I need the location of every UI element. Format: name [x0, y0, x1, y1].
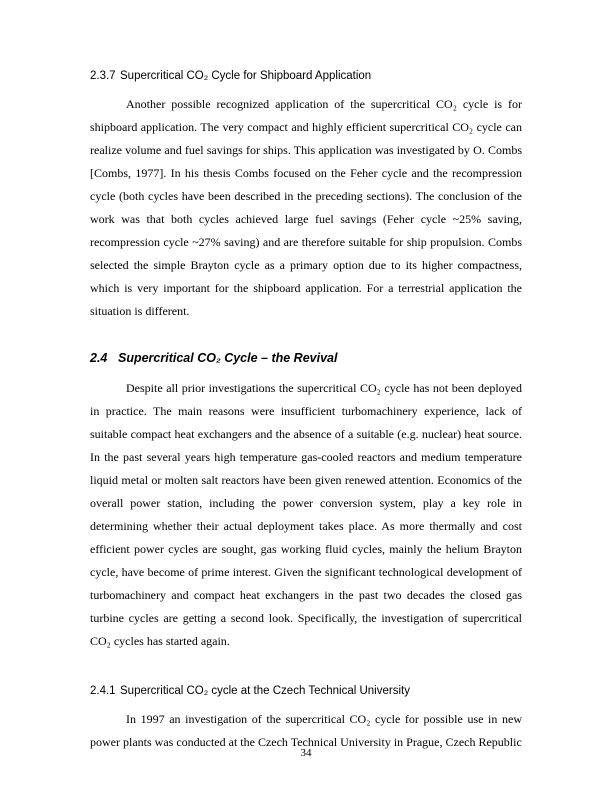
section-number: 2.4.1 [90, 685, 116, 697]
page-number: 34 [300, 747, 312, 759]
section-number: 2.4 [90, 351, 108, 365]
section-czech-technical-university [90, 683, 522, 754]
section-revival [90, 350, 522, 653]
paragraph-revival: Despite all prior investigations the supercritical CO₂ cycle has not been deployed in practice. The main reasons were insufficient turbomachinery experience, lack of suitable compact heat exchangers and the absence of a suitable (e.g. nuclear) heat source. In the past several years high temperature gas-cooled reactors and medium temperature liquid metal or molten salt reactors have been given renewed attention. Economics of the overall power station, including the power conversion system, play a key role in determining whether their actual deployment takes place. As more thermally and cost efficient power cycles are sought, gas working fluid cycles, mainly the helium Brayton cycle, have become of prime interest. Given the significant technological development of turbomachinery and compact heat exchangers in the past two decades the closed gas turbine cycles are getting a second look. Specifically, the investigation of supercritical CO₂ cycles has started again. [90, 381, 522, 648]
paragraph-czech: In 1997 an investigation of the supercritical CO₂ cycle for possible use in new power plants was conducted at the Czech Technical University in Prague, Czech Republic [90, 712, 522, 749]
section-heading-2-4 [90, 350, 522, 366]
section-shipboard-application [90, 68, 522, 323]
section-heading-2-3-7 [90, 68, 522, 84]
section-title: Supercritical CO₂ Cycle – the Revival [118, 351, 338, 365]
section-number: 2.3.7 [90, 70, 116, 82]
section-heading-2-4-1 [90, 683, 522, 699]
section-title: Supercritical CO₂ cycle at the Czech Technical University [120, 685, 410, 697]
section-title: Supercritical CO₂ Cycle for Shipboard Application [120, 70, 372, 82]
paragraph-shipboard: Another possible recognized application of the supercritical CO₂ cycle is for shipboard application. The very compact and highly efficient supercritical CO₂ cycle can realize volume and fuel savings for ships. This application was investigated by O. Combs [Combs, 1977]. In his thesis Combs focused on the Feher cycle and the recompression cycle (both cycles have been described in the preceding sections). The conclusion of the work was that both cycles achieved large fuel savings (Feher cycle ~25% saving, recompression cycle ~27% saving) and are therefore suitable for ship propulsion. Combs selected the simple Brayton cycle as a primary option due to its higher compactness, which is very important for the shipboard application. For a terrestrial application the situation is different. [90, 97, 522, 318]
